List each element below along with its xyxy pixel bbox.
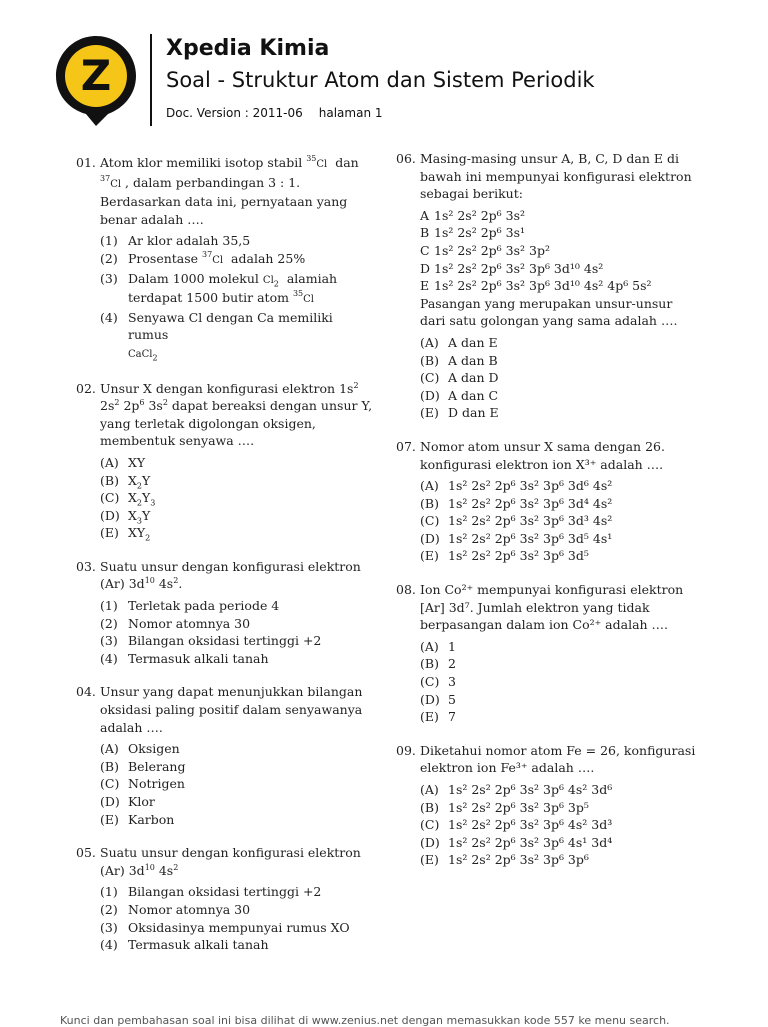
option: (E) D dan E <box>420 405 499 421</box>
option: (C) $X_2Y_3$ <box>100 490 156 508</box>
xpedia-logo <box>52 32 140 128</box>
option: (E) Karbon <box>100 811 175 827</box>
question-number: 05. <box>76 845 96 861</box>
question-03 <box>76 558 376 668</box>
question-stem: Unsur yang dapat menunjukkan bilangan oksidasi paling positif dalam senyawanya adalah …. <box>100 684 363 735</box>
option: (D) 5 <box>420 691 456 707</box>
question-stem: Unsur X dengan konfigurasi elektron $1s^2$ $2s^2$ $2p^6$ $3s^2$ dapat bereaksi dengan unsur Y, yang terletak digolongan oksigen, membentuk senyawa …. <box>100 380 373 449</box>
config-line: B 1s² 2s² 2p⁶ 3s¹ <box>420 225 526 241</box>
doc-info <box>166 106 383 120</box>
question-stem: Suatu unsur dengan konfigurasi elektron (Ar) $3d^{10}$ $4s^2$ <box>100 845 361 878</box>
option: (D) $X_3Y$ <box>100 507 151 526</box>
option: (C) A dan D <box>420 370 499 386</box>
option: (3) Oksidasinya mempunyai rumus XO <box>100 919 350 935</box>
page-subtitle: Soal - Struktur Atom dan Sistem Periodik <box>166 68 595 92</box>
question-09 <box>396 742 698 869</box>
question-02 <box>76 380 376 542</box>
doc-version: Doc. Version : 2011-06 <box>166 106 303 120</box>
option: (B) 2 <box>420 656 456 672</box>
question-number: 04. <box>76 684 96 700</box>
option: (1) Terletak pada periode 4 <box>100 598 280 614</box>
option: (4) Senyawa Cl dengan Ca memiliki rumus CaCl$_2$ <box>100 309 333 363</box>
question-stem: Ion Co²⁺ mempunyai konfigurasi elektron [Ar] 3d⁷. Jumlah elektron yang tidak berpasangan dalam ion Co²⁺ adalah …. <box>420 582 684 633</box>
config-line: C 1s² 2s² 2p⁶ 3s² 3p² <box>420 242 550 258</box>
logo-letter: Z <box>80 51 112 100</box>
question-stem: Masing-masing unsur A, B, C, D dan E di bawah ini mempunyai konfigurasi elektron sebagai berikut: <box>420 151 692 202</box>
option: (B) 1s² 2s² 2p⁶ 3s² 3p⁶ 3p⁵ <box>420 799 589 815</box>
option: (1) Bilangan oksidasi tertinggi +2 <box>100 884 322 900</box>
option: (A) A dan E <box>420 334 498 350</box>
option: (D) 1s² 2s² 2p⁶ 3s² 3p⁶ 3d⁵ 4s¹ <box>420 530 613 546</box>
page-number: halaman 1 <box>318 106 383 120</box>
question-08 <box>396 581 698 726</box>
option: (2) Prosentase $^{37}$Cl adalah 25% <box>100 249 306 266</box>
question-05 <box>76 844 376 954</box>
question-number: 02. <box>76 380 96 396</box>
option: (2) Nomor atomnya 30 <box>100 615 251 631</box>
question-number: 09. <box>396 742 416 758</box>
right-column <box>396 150 698 885</box>
option: (E) $XY_2$ <box>100 525 151 543</box>
option: (C) Notrigen <box>100 776 185 792</box>
left-column <box>76 154 376 970</box>
option: (C) 3 <box>420 674 456 690</box>
footer-note: Kunci dan pembahasan soal ini bisa dilihat di www.zenius.net dengan memasukkan kode 557 ke menu search. <box>60 1014 670 1027</box>
question-01 <box>76 154 376 364</box>
option: (B) A dan B <box>420 352 498 368</box>
config-line: E 1s² 2s² 2p⁶ 3s² 3p⁶ 3d¹⁰ 4s² 4p⁶ 5s² <box>420 278 652 294</box>
option: (A) 1s² 2s² 2p⁶ 3s² 3p⁶ 3d⁶ 4s² <box>420 478 613 494</box>
option: (C) 1s² 2s² 2p⁶ 3s² 3p⁶ 4s² 3d³ <box>420 817 613 833</box>
option: (3) Bilangan oksidasi tertinggi +2 <box>100 633 322 649</box>
question-07 <box>396 438 698 565</box>
option: (B) Belerang <box>100 758 186 774</box>
question-stem: Nomor atom unsur X sama dengan 26. konfigurasi elektron ion X³⁺ adalah …. <box>420 438 665 472</box>
option: (A) 1 <box>420 638 456 654</box>
question-number: 01. <box>76 155 96 170</box>
question-04 <box>76 683 376 828</box>
option: (D) 1s² 2s² 2p⁶ 3s² 3p⁶ 4s¹ 3d⁴ <box>420 834 613 850</box>
option: (1) Ar klor adalah 35,5 <box>100 233 251 249</box>
option: (A) Oksigen <box>100 741 180 757</box>
header-divider <box>150 34 152 126</box>
option: (D) A dan C <box>420 387 499 403</box>
option: (E) 7 <box>420 709 456 725</box>
option: (A) XY <box>100 454 146 470</box>
option: (E) 1s² 2s² 2p⁶ 3s² 3p⁶ 3d⁵ <box>420 548 589 564</box>
question-stem: Diketahui nomor atom Fe = 26, konfigurasi elektron ion Fe³⁺ adalah …. <box>420 742 696 776</box>
question-followup: Pasangan yang merupakan unsur-unsur dari satu golongan yang sama adalah …. <box>420 295 678 329</box>
option: (4) Termasuk alkali tanah <box>100 937 269 953</box>
brand-title: Xpedia Kimia <box>166 36 330 61</box>
option: (A) 1s² 2s² 2p⁶ 3s² 3p⁶ 4s² 3d⁶ <box>420 782 613 797</box>
option: (2) Nomor atomnya 30 <box>100 901 251 917</box>
option: (B) 1s² 2s² 2p⁶ 3s² 3p⁶ 3d⁴ 4s² <box>420 495 613 511</box>
question-number: 08. <box>396 582 416 598</box>
option: (D) Klor <box>100 794 155 809</box>
question-number: 06. <box>396 151 416 166</box>
question-stem: Atom klor memiliki isotop stabil $^{35}$Cl dan $^{37}$Cl , dalam perbandingan 3 : 1. Berdasarkan data ini, pernyataan yang benar adalah …. <box>100 154 359 227</box>
question-number: 03. <box>76 558 96 574</box>
option: (B) $X_2Y$ <box>100 472 151 490</box>
question-stem: Suatu unsur dengan konfigurasi elektron (Ar) $3d^{10}$ $4s^2$. <box>100 558 361 592</box>
question-06 <box>396 150 698 422</box>
config-line: D 1s² 2s² 2p⁶ 3s² 3p⁶ 3d¹⁰ 4s² <box>420 260 604 276</box>
config-line: A 1s² 2s² 2p⁶ 3s² <box>420 207 526 223</box>
question-number: 07. <box>396 438 416 454</box>
option: (E) 1s² 2s² 2p⁶ 3s² 3p⁶ 3p⁶ <box>420 852 589 868</box>
option: (3) Dalam 1000 molekul $Cl_2$ alamiah terdapat 1500 butir atom $^{35}$Cl <box>100 270 338 306</box>
option: (C) 1s² 2s² 2p⁶ 3s² 3p⁶ 3d³ 4s² <box>420 513 613 529</box>
option: (4) Termasuk alkali tanah <box>100 650 269 666</box>
